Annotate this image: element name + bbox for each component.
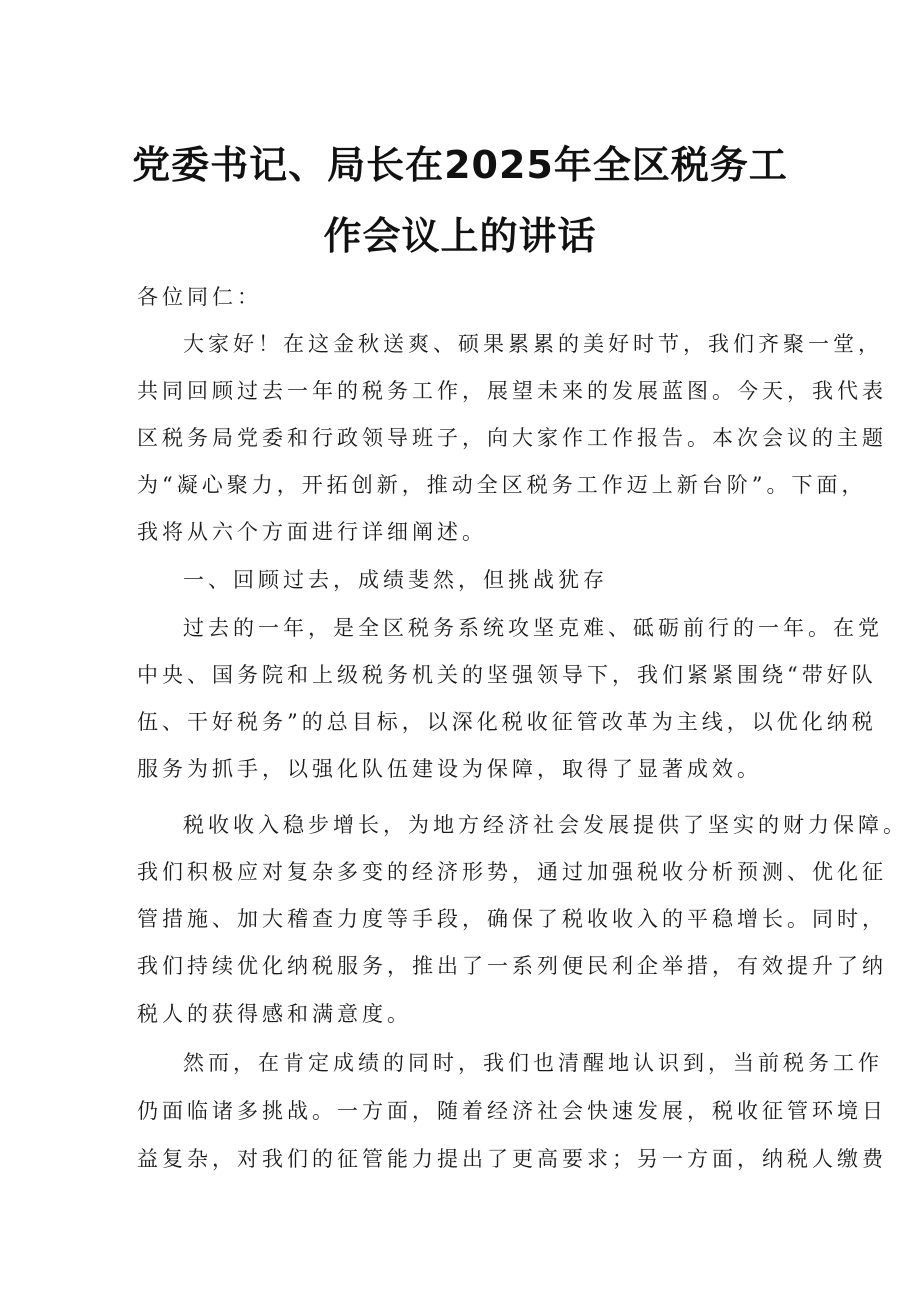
paragraph-line: 然而，在肯定成绩的同时，我们也清醒地认识到，当前税务工作 <box>183 1051 883 1075</box>
paragraph-line: 为“凝心聚力，开拓创新，推动全区税务工作迈上新台阶”。下面， <box>137 473 867 497</box>
paragraph-line: 我将从六个方面进行详细阐述。 <box>137 520 487 544</box>
paragraph-line: 区税务局党委和行政领导班子，向大家作工作报告。本次会议的主题 <box>137 426 887 450</box>
paragraph-line: 中央、国务院和上级税务机关的坚强领导下，我们紧紧围绕“带好队 <box>137 663 877 687</box>
salutation: 各位同仁： <box>137 285 262 309</box>
paragraph-line: 共同回顾过去一年的税务工作，展望未来的发展蓝图。今天，我代表 <box>137 379 887 403</box>
paragraph-line: 我们积极应对复杂多变的经济形势，通过加强税收分析预测、优化征 <box>137 860 887 884</box>
paragraph-line: 服务为抓手，以强化队伍建设为保障，取得了显著成效。 <box>137 757 762 781</box>
document-title-line-1: 党委书记、局长在2025年全区税务工 <box>132 143 788 187</box>
paragraph-line: 税人的获得感和满意度。 <box>137 1002 412 1026</box>
paragraph-line: 税收收入稳步增长，为地方经济社会发展提供了坚实的财力保障。 <box>183 813 908 837</box>
paragraph-line: 我们持续优化纳税服务，推出了一系列便民利企举措，有效提升了纳 <box>137 954 887 978</box>
document-title-line-2: 作会议上的讲话 <box>323 214 597 258</box>
paragraph-line: 大家好！在这金秋送爽、硕果累累的美好时节，我们齐聚一堂， <box>183 332 883 356</box>
section-heading: 一、回顾过去，成绩斐然，但挑战犹存 <box>183 568 608 592</box>
paragraph-line: 管措施、加大稽查力度等手段，确保了税收收入的平稳增长。同时， <box>137 907 887 931</box>
paragraph-line: 过去的一年，是全区税务系统攻坚克难、砥砺前行的一年。在党 <box>183 616 883 640</box>
paragraph-line: 仍面临诸多挑战。一方面，随着经济社会快速发展，税收征管环境日 <box>137 1099 887 1123</box>
paragraph-line: 伍、干好税务”的总目标，以深化税收征管改革为主线，以优化纳税 <box>137 710 877 734</box>
paragraph-line: 益复杂，对我们的征管能力提出了更高要求；另一方面，纳税人缴费 <box>137 1147 887 1171</box>
